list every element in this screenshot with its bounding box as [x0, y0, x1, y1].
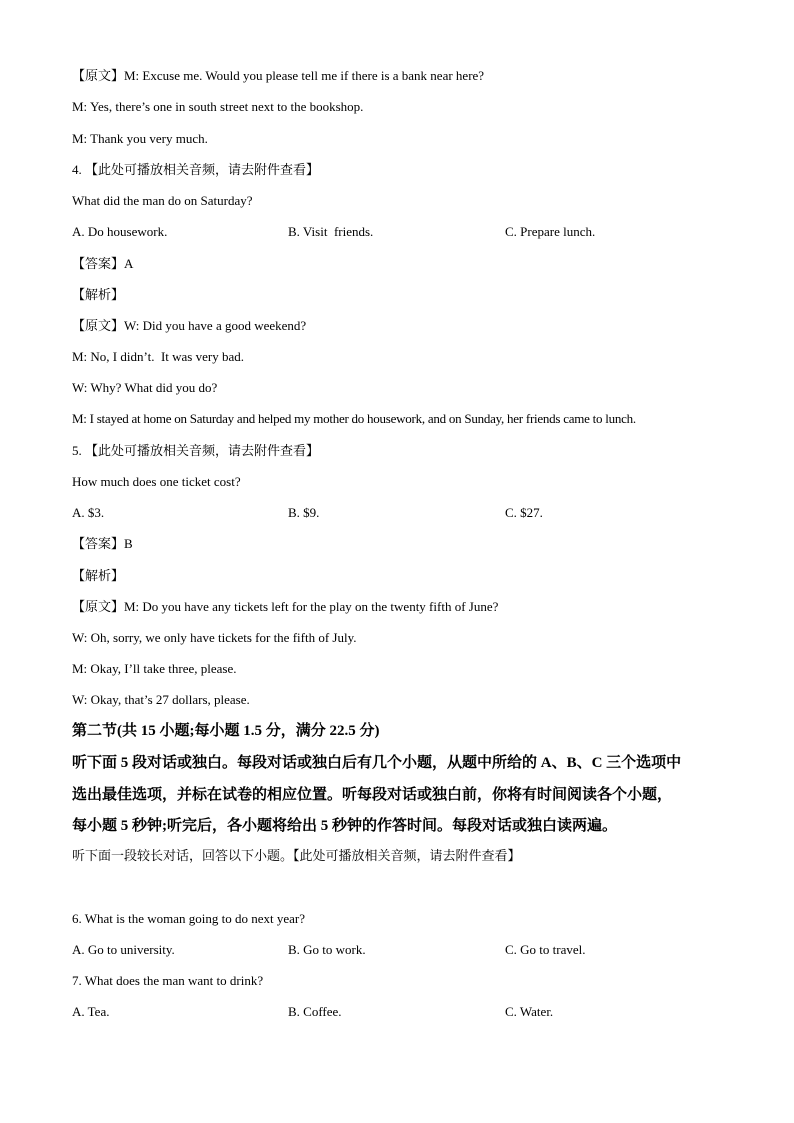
- q5-answer: 【答案】B: [72, 536, 133, 551]
- q4-transcript-line-1: 【原文】W: Did you have a good weekend?: [72, 318, 307, 333]
- q5-option-a: A. $3.: [72, 505, 105, 520]
- q5-option-b: B. $9.: [288, 505, 320, 520]
- q4-option-a: A. Do housework.: [72, 224, 168, 239]
- section2-instruction-line-1: 听下面 5 段对话或独白。每段对话或独白后有几个小题，从题中所给的 A、B、C 三个选项中: [72, 755, 682, 771]
- q5-option-c: C. $27.: [505, 505, 543, 520]
- section2-instruction-line-2: 选出最佳选项，并标在试卷的相应位置。听每段对话或独白前，你将有时间阅读各个小题，: [72, 787, 673, 803]
- q4-answer: 【答案】A: [72, 256, 134, 271]
- q6-question: 6. What is the woman going to do next year?: [72, 911, 305, 926]
- q4-transcript-line-2: M: No, I didn’t. It was very bad.: [72, 349, 244, 364]
- q7-question: 7. What does the man want to drink?: [72, 973, 264, 988]
- q6-option-b: B. Go to work.: [288, 942, 366, 957]
- q4-option-c: C. Prepare lunch.: [505, 224, 596, 239]
- q7-option-b: B. Coffee.: [288, 1004, 342, 1019]
- q5-transcript-line-4: W: Okay, that’s 27 dollars, please.: [72, 692, 250, 707]
- q5-transcript-line-3: M: Okay, I’ll take three, please.: [72, 661, 237, 676]
- q5-transcript-line-2: W: Oh, sorry, we only have tickets for the fifth of July.: [72, 630, 357, 645]
- q6-option-c: C. Go to travel.: [505, 942, 586, 957]
- q5-audio-note: 5. 【此处可播放相关音频，请去附件查看】: [72, 443, 320, 458]
- q4-transcript-line-4: M: I stayed at home on Saturday and helped my mother do housework, and on Sunday, her friends came to lunch.: [72, 411, 636, 426]
- q3-transcript-line-3: M: Thank you very much.: [72, 131, 208, 146]
- q4-transcript-line-3: W: Why? What did you do?: [72, 380, 218, 395]
- q5-analysis-label: 【解析】: [72, 568, 125, 583]
- q6-option-a: A. Go to university.: [72, 942, 175, 957]
- section2-heading: 第二节(共 15 小题;每小题 1.5 分，满分 22.5 分): [72, 723, 380, 739]
- q7-option-c: C. Water.: [505, 1004, 554, 1019]
- q4-option-b: B. Visit friends.: [288, 224, 374, 239]
- q4-audio-note: 4. 【此处可播放相关音频，请去附件查看】: [72, 162, 320, 177]
- q7-option-a: A. Tea.: [72, 1004, 110, 1019]
- section2-dialogue-note: 听下面一段较长对话，回答以下小题。【此处可播放相关音频，请去附件查看】: [72, 848, 521, 863]
- q3-transcript-line-2: M: Yes, there’s one in south street next to the bookshop.: [72, 99, 364, 114]
- q4-question: What did the man do on Saturday?: [72, 193, 253, 208]
- section2-instruction-line-3: 每小题 5 秒钟;听完后，各小题将给出 5 秒钟的作答时间。每段对话或独白读两遍。: [72, 818, 617, 834]
- q3-transcript-line-1: 【原文】M: Excuse me. Would you please tell me if there is a bank near here?: [72, 68, 485, 83]
- q4-analysis-label: 【解析】: [72, 287, 125, 302]
- q5-transcript-line-1: 【原文】M: Do you have any tickets left for the play on the twenty fifth of June?: [72, 599, 499, 614]
- q5-question: How much does one ticket cost?: [72, 474, 241, 489]
